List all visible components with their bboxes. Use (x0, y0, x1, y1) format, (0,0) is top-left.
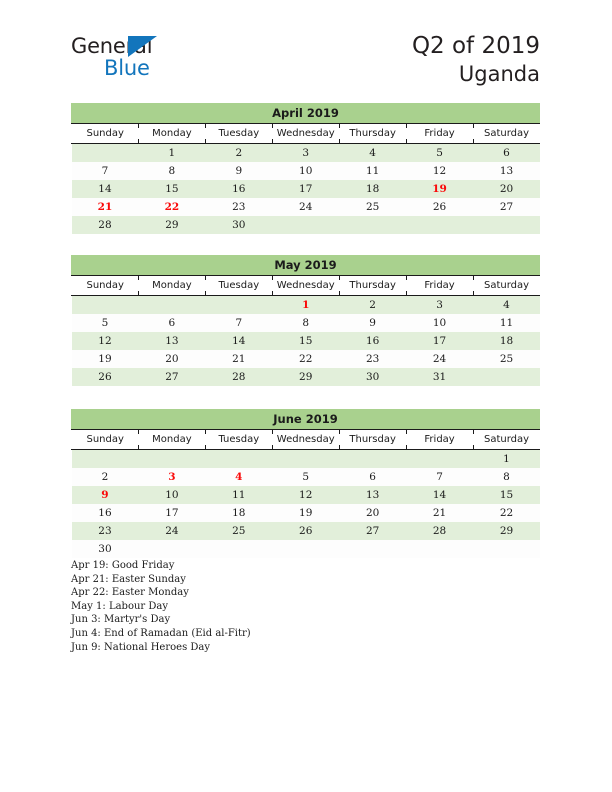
day-cell[interactable]: 23 (205, 198, 272, 216)
day-cell[interactable]: 28 (205, 368, 272, 386)
day-cell-empty (272, 450, 339, 469)
day-cell[interactable]: 7 (205, 314, 272, 332)
legend-item: Jun 3: Martyr's Day (71, 614, 171, 626)
day-cell[interactable]: 26 (406, 198, 473, 216)
day-cell[interactable]: 23 (339, 350, 406, 368)
legend-item: May 1: Labour Day (71, 600, 168, 612)
day-cell[interactable]: 14 (406, 486, 473, 504)
day-cell-empty (138, 450, 205, 469)
day-cell[interactable]: 6 (339, 468, 406, 486)
weekday-header-wednesday: Wednesday (272, 276, 339, 296)
week-row (72, 162, 541, 180)
day-cell[interactable]: 29 (272, 368, 339, 386)
weekday-header-tuesday: Tuesday (205, 276, 272, 296)
day-cell[interactable]: 19 (272, 504, 339, 522)
day-cell[interactable]: 22 (473, 504, 540, 522)
day-cell[interactable]: 3 (406, 296, 473, 315)
day-cell-empty (205, 540, 272, 558)
week-row (72, 504, 541, 522)
week-row (72, 350, 541, 368)
month-title: May 2019 (71, 255, 540, 276)
day-cell[interactable]: 17 (138, 504, 205, 522)
day-cell[interactable]: 20 (339, 504, 406, 522)
day-cell[interactable]: 3 (272, 144, 339, 163)
weekday-header-tuesday: Tuesday (205, 124, 272, 144)
day-cell-holiday[interactable]: 22 (138, 198, 205, 216)
day-cell[interactable]: 8 (473, 468, 540, 486)
day-cell[interactable]: 25 (473, 350, 540, 368)
day-cell-empty (72, 144, 139, 163)
week-row (72, 144, 541, 163)
day-cell[interactable]: 16 (339, 332, 406, 350)
day-cell-empty (473, 368, 540, 386)
day-cell-empty (72, 450, 139, 469)
day-cell[interactable]: 9 (205, 162, 272, 180)
day-cell-empty (205, 296, 272, 315)
day-cell-empty (72, 296, 139, 315)
day-cell[interactable]: 13 (138, 332, 205, 350)
weekday-header-thursday: Thursday (339, 276, 406, 296)
day-cell[interactable]: 10 (406, 314, 473, 332)
day-cell[interactable]: 18 (473, 332, 540, 350)
week-row (72, 180, 541, 198)
day-cell[interactable]: 17 (272, 180, 339, 198)
day-cell[interactable]: 7 (406, 468, 473, 486)
day-cell-empty (138, 540, 205, 558)
day-cell-empty (339, 540, 406, 558)
weekday-header-saturday: Saturday (473, 124, 540, 144)
week-row (72, 198, 541, 216)
day-cell[interactable]: 5 (406, 144, 473, 163)
brand-name-general: General (71, 34, 153, 58)
day-cell[interactable]: 16 (205, 180, 272, 198)
weekday-header-sunday: Sunday (72, 430, 139, 450)
day-cell[interactable]: 24 (272, 198, 339, 216)
day-cell[interactable]: 18 (205, 504, 272, 522)
country-subtitle: Uganda (458, 62, 540, 86)
week-row (72, 450, 541, 469)
week-row (72, 314, 541, 332)
day-cell[interactable]: 12 (72, 332, 139, 350)
day-cell[interactable]: 30 (205, 216, 272, 234)
day-cell[interactable]: 29 (473, 522, 540, 540)
day-cell[interactable]: 8 (272, 314, 339, 332)
day-cell-empty (272, 540, 339, 558)
month-block (71, 255, 540, 386)
day-cell[interactable]: 28 (406, 522, 473, 540)
day-cell[interactable]: 25 (205, 522, 272, 540)
day-cell-holiday[interactable]: 3 (138, 468, 205, 486)
weekday-header-thursday: Thursday (339, 430, 406, 450)
day-cell[interactable]: 20 (138, 350, 205, 368)
weekday-header-wednesday: Wednesday (272, 124, 339, 144)
day-cell[interactable]: 15 (473, 486, 540, 504)
day-cell[interactable]: 10 (138, 486, 205, 504)
day-cell[interactable]: 26 (72, 368, 139, 386)
day-cell[interactable]: 27 (138, 368, 205, 386)
week-row (72, 486, 541, 504)
day-cell-empty (473, 216, 540, 234)
day-cell[interactable]: 28 (72, 216, 139, 234)
weekday-header-saturday: Saturday (473, 276, 540, 296)
day-cell[interactable]: 31 (406, 368, 473, 386)
day-cell[interactable]: 10 (272, 162, 339, 180)
day-cell[interactable]: 2 (339, 296, 406, 315)
day-cell[interactable]: 11 (205, 486, 272, 504)
day-cell-empty (406, 450, 473, 469)
day-cell[interactable]: 11 (339, 162, 406, 180)
weekday-header-friday: Friday (406, 124, 473, 144)
day-cell[interactable]: 15 (272, 332, 339, 350)
day-cell-holiday[interactable]: 21 (72, 198, 139, 216)
day-cell-empty (138, 296, 205, 315)
week-row (72, 332, 541, 350)
weekday-header-monday: Monday (138, 276, 205, 296)
day-cell[interactable]: 16 (72, 504, 139, 522)
day-cell[interactable]: 7 (72, 162, 139, 180)
day-cell[interactable]: 20 (473, 180, 540, 198)
day-cell[interactable]: 1 (138, 144, 205, 163)
day-cell[interactable]: 4 (473, 296, 540, 315)
week-row (72, 540, 541, 558)
day-cell[interactable]: 6 (138, 314, 205, 332)
day-cell[interactable]: 24 (406, 350, 473, 368)
day-cell[interactable]: 12 (406, 162, 473, 180)
weekday-header-monday: Monday (138, 124, 205, 144)
day-cell[interactable]: 27 (339, 522, 406, 540)
weekday-header-row (72, 430, 541, 450)
day-cell-empty (272, 216, 339, 234)
triangle-icon (128, 36, 157, 57)
day-cell[interactable]: 24 (138, 522, 205, 540)
day-cell[interactable]: 13 (473, 162, 540, 180)
day-cell-empty (406, 216, 473, 234)
week-row (72, 296, 541, 315)
day-cell[interactable]: 5 (72, 314, 139, 332)
weekday-header-thursday: Thursday (339, 124, 406, 144)
day-cell[interactable]: 15 (138, 180, 205, 198)
day-cell[interactable]: 5 (272, 468, 339, 486)
day-cell[interactable]: 29 (138, 216, 205, 234)
calendar-table (71, 124, 540, 234)
week-row (72, 522, 541, 540)
day-cell[interactable]: 1 (473, 450, 540, 469)
day-cell[interactable]: 12 (272, 486, 339, 504)
calendar-table (71, 430, 540, 558)
month-block (71, 409, 540, 558)
month-title: June 2019 (71, 409, 540, 430)
weekday-header-friday: Friday (406, 430, 473, 450)
day-cell[interactable]: 4 (339, 144, 406, 163)
quarter-title: Q2 of 2019 (411, 33, 540, 59)
day-cell-empty (205, 450, 272, 469)
month-block (71, 103, 540, 234)
brand-logo (71, 33, 271, 89)
legend-item: Jun 9: National Heroes Day (71, 641, 211, 653)
day-cell[interactable]: 6 (473, 144, 540, 163)
day-cell[interactable]: 18 (339, 180, 406, 198)
day-cell-holiday[interactable]: 1 (272, 296, 339, 315)
weekday-header-tuesday: Tuesday (205, 430, 272, 450)
legend-item: Apr 19: Good Friday (71, 560, 175, 571)
day-cell-holiday[interactable]: 19 (406, 180, 473, 198)
day-cell[interactable]: 14 (72, 180, 139, 198)
page-header (0, 0, 612, 100)
legend-item: Apr 22: Easter Monday (71, 587, 189, 599)
day-cell[interactable]: 19 (72, 350, 139, 368)
day-cell[interactable]: 11 (473, 314, 540, 332)
weekday-header-wednesday: Wednesday (272, 430, 339, 450)
weekday-header-monday: Monday (138, 430, 205, 450)
day-cell-empty (339, 450, 406, 469)
day-cell[interactable]: 21 (205, 350, 272, 368)
day-cell[interactable]: 14 (205, 332, 272, 350)
legend-item: Apr 21: Easter Sunday (71, 573, 186, 585)
day-cell[interactable]: 23 (72, 522, 139, 540)
weekday-header-saturday: Saturday (473, 430, 540, 450)
weekday-header-row (72, 276, 541, 296)
day-cell-empty (473, 540, 540, 558)
week-row (72, 468, 541, 486)
day-cell[interactable]: 13 (339, 486, 406, 504)
weekday-header-friday: Friday (406, 276, 473, 296)
calendar-table (71, 276, 540, 386)
day-cell[interactable]: 26 (272, 522, 339, 540)
brand-name-blue: Blue (104, 56, 150, 80)
day-cell-empty (406, 540, 473, 558)
weekday-header-sunday: Sunday (72, 124, 139, 144)
day-cell[interactable]: 9 (339, 314, 406, 332)
page-title (412, 32, 540, 88)
day-cell[interactable]: 21 (406, 504, 473, 522)
day-cell[interactable]: 25 (339, 198, 406, 216)
day-cell[interactable]: 17 (406, 332, 473, 350)
day-cell[interactable]: 30 (339, 368, 406, 386)
legend-item: Jun 4: End of Ramadan (Eid al-Fitr) (71, 627, 251, 639)
day-cell[interactable]: 2 (72, 468, 139, 486)
week-row (72, 216, 541, 234)
day-cell[interactable]: 8 (138, 162, 205, 180)
weekday-header-row (72, 124, 541, 144)
weekday-header-sunday: Sunday (72, 276, 139, 296)
day-cell-holiday[interactable]: 9 (72, 486, 139, 504)
day-cell-empty (339, 216, 406, 234)
month-title: April 2019 (71, 103, 540, 124)
day-cell[interactable]: 22 (272, 350, 339, 368)
day-cell[interactable]: 2 (205, 144, 272, 163)
week-row (72, 368, 541, 386)
day-cell[interactable]: 27 (473, 198, 540, 216)
holiday-legend (71, 559, 541, 654)
day-cell[interactable]: 30 (72, 540, 139, 558)
day-cell-holiday[interactable]: 4 (205, 468, 272, 486)
